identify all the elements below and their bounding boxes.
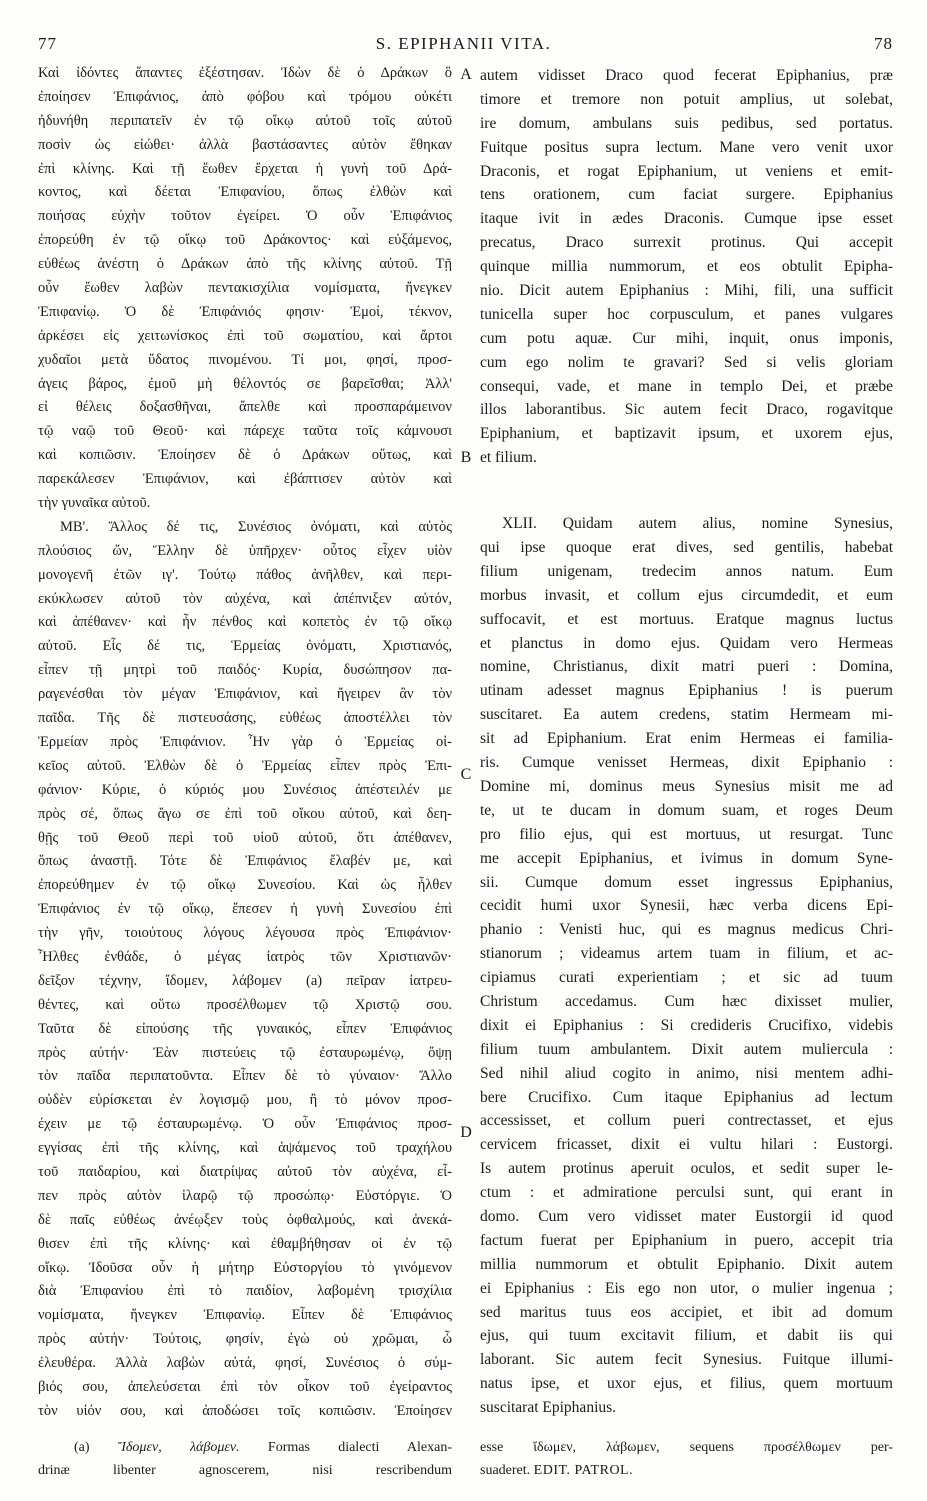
- greek-text-line: θῇς τοῦ Θεοῦ περὶ τοῦ υἱοῦ αὐτοῦ, ὅτι ἀπέθανεν,: [38, 829, 452, 846]
- latin-text-line: Domine mi, dominus meus Synesius misit me ad: [480, 777, 893, 795]
- greek-text-line: ποιήσας εὐχὴν τοῦτον ἐγείρει. Ὁ οὖν Ἐπιφάνιος: [38, 208, 452, 225]
- latin-text-line: autem vidisset Draco quod fecerat Epiphanius, præ: [480, 67, 893, 84]
- greek-text-line: ὅπως ἀναστῇ. Τότε δὲ Ἐπιφάνιος ἔλαβέν με, καὶ: [38, 853, 452, 870]
- latin-text-line: et filium.: [480, 449, 537, 467]
- margin-letter-d: D: [460, 1124, 472, 1141]
- greek-text-line: παῖδα. Τῆς δὲ πιστευσάσης, εὐθέως ἀποστέλλει τὸν: [38, 710, 452, 727]
- footnote-marker: (a): [74, 1440, 90, 1455]
- latin-text-line: millia nummorum et obtulit Epiphanio. Dixit autem: [480, 1255, 893, 1273]
- greek-text-line: τὴν γῆν, τοιούτους λόγους λέγουσα πρὸς Ἐπιφάνιον·: [38, 925, 452, 942]
- left-page-number: 77: [38, 34, 57, 53]
- greek-text-line: χυδαῖοι μετὰ ὕδατος πινομένου. Τί μοι, φησί, προσ-: [38, 351, 452, 368]
- latin-text-line: factum fuerat per Epiphanium in puero, accepit tria: [480, 1231, 893, 1249]
- footnote-left-line-1: [38, 1436, 452, 1459]
- latin-text-line: filium tuum ambulantem. Dixit autem muliercula :: [480, 1040, 893, 1058]
- greek-paragraph: [38, 62, 452, 516]
- footnote-text: Formas dialecti Alexan-: [267, 1440, 452, 1455]
- latin-text-line: quinque millia nummorum, et eos obtulit Epipha-: [480, 258, 893, 276]
- footnote-left: [38, 1436, 452, 1482]
- latin-text-line: tens orationem, cum faciat surgere. Epiphanius: [480, 186, 893, 204]
- latin-text-line: sit ad Epiphanium. Erat enim Hermeas ei familia-: [480, 730, 893, 748]
- latin-text-line: cum potu aquæ. Cur mihi, inquit, onus imponis,: [480, 329, 893, 347]
- latin-text-line: suscitaret. Ea autem credens, statim Hermeam mi-: [480, 706, 893, 724]
- greek-text-line: τὴν γυναῖκα αὐτοῦ.: [38, 495, 151, 512]
- greek-text-line: εἶπεν τῇ μητρὶ τοῦ παιδός· Κυρία, δυσώπησον πα-: [38, 662, 452, 679]
- latin-text-line: nomine, Christianus, dixit matri pueri : Domina,: [480, 658, 893, 676]
- latin-text-line: te, ut te ducam in domum suam, et roges Deum: [480, 801, 893, 819]
- greek-text-line: πλούσιος ὤν, Ἕλλην δὲ ὑπῆρχεν· οὗτος εἶχεν υἱὸν: [38, 542, 452, 559]
- latin-text-line: cervicem fricasset, dixit ei vultu hilari : Eustorgi.: [480, 1136, 893, 1154]
- greek-text-line: τὸν υἱόν σου, καὶ ἀποδώσει τοῖς κοπιῶσιν. Ἐποίησεν: [38, 1402, 452, 1419]
- latin-text-line: suscitarat Epiphanius.: [480, 1399, 617, 1417]
- editor-signature: EDIT. PATROL.: [533, 1463, 634, 1478]
- greek-text-line: πεν πρὸς αὐτὸν ἱλαρῷ τῷ προσώπῳ· Εὐστόργιε. Ὁ: [38, 1187, 452, 1204]
- greek-text-line: παρεκάλεσεν Ἐπιφάνιον, καὶ ἐβάπτισεν αὐτὸν καὶ: [38, 471, 452, 488]
- greek-text-line: θέντες, καὶ οὕτω προσέλθωμεν τῷ Χριστῷ σου.: [38, 996, 452, 1013]
- greek-text-line: φάνιον· Κύριε, ὁ κύριός μου Συνέσιος ἀπέστειλέν με: [38, 781, 452, 798]
- greek-text-line: ραγενέσθαι τὸν μέγαν Ἐπιφάνιον, καὶ ἤγειρεν ἂν τὸν: [38, 686, 452, 703]
- latin-text-line: Fuitque positus supra lectum. Mane vero venit uxor: [480, 138, 893, 156]
- latin-text-line: Christum accedamus. Cum hæc dixisset mulier,: [480, 992, 893, 1010]
- greek-text-line: Ἑρμείαν πρὸς Ἐπιφάνιον. Ἦν γὰρ ὁ Ἑρμείας οἰ-: [38, 733, 452, 750]
- greek-text-line: εἰ θέλεις δοξασθῆναι, ἄπελθε καὶ προσπαράμεινον: [38, 399, 452, 416]
- greek-text-line: καὶ κοπιῶσιν. Ἐποίησεν δὲ ὁ Δράκων οὕτως, καὶ: [38, 447, 452, 464]
- latin-text-line: ei Epiphanius : Eis ego non utor, o mulier ingenua ;: [480, 1279, 893, 1297]
- latin-text-line: cum ego nolim te gravari? Sed si velis gloriam: [480, 353, 893, 371]
- greek-text-line: έχειν με τῷ ἐσταυρωμένῳ. Ὁ οὖν Ἐπιφάνιος προσ-: [38, 1116, 452, 1133]
- greek-text-line: θισεν ἐπὶ τῆς κλίνης· καὶ ἐθαμβήθησαν οἱ ἐν τῷ: [38, 1235, 452, 1252]
- latin-text-line: Is autem protinus aperuit oculos, et sedit super le-: [480, 1160, 893, 1178]
- greek-text-line: Ἐπιφανίῳ. Ὁ δὲ Ἐπιφάνιός φησιν· Ἐμοί, τέκνον,: [38, 303, 452, 320]
- latin-text-line: domo. Cum vero vidisset mater Eustorgii id quod: [480, 1207, 893, 1225]
- greek-text-line: ἠδυνήθη περιπατεῖν ἐν τῷ οἴκῳ αὐτοῦ τοῖς αὐτοῦ: [38, 112, 452, 129]
- latin-text-line: filium unigenam, tredecim annos natum. Eum: [480, 562, 893, 580]
- greek-text-line: δεῖξον τέχνην, ἴδομεν, λάβομεν (a) πεῖραν ἰατρευ-: [38, 972, 452, 989]
- greek-text-line: αὐτοῦ. Εἷς δέ τις, Ἑρμείας ὀνόματι, Χριστιανός,: [38, 638, 452, 655]
- footnote-right-line-2: [480, 1459, 893, 1482]
- greek-text-line: κοντος, καὶ δέεται Ἐπιφανίου, ὅπως ἐλθὼν καὶ: [38, 184, 452, 201]
- latin-column: [480, 64, 893, 1420]
- right-page-number: 78: [874, 34, 893, 53]
- latin-paragraph: [480, 64, 893, 470]
- margin-letter-a: A: [460, 66, 472, 83]
- greek-paragraph: [38, 516, 452, 1424]
- latin-text-line: Epiphanium, et baptizavit ipsum, et uxorem ejus,: [480, 425, 893, 443]
- greek-text-line: ἐποίησεν Ἐπιφάνιος, ἀπὸ φόβου καὶ τρόμου οὐκέτι: [38, 88, 452, 105]
- latin-text-line: consequi, vade, et mane in templo Dei, et præbe: [480, 377, 893, 395]
- latin-text-line: pro filio ejus, qui est mortuus, ut resurgat. Tunc: [480, 825, 893, 843]
- greek-text-line: βιός σου, ἀπελεύσεται ἐπὶ τὸν οἶκον τοῦ ἐγείραντος: [38, 1378, 452, 1395]
- greek-text-line: ἐπορεύθημεν ἐν τῷ οἴκῳ Συνεσίου. Καὶ ὡς ἦλθεν: [38, 877, 452, 894]
- latin-text-line: ctum : et admiratione perculsi sunt, qui erant in: [480, 1184, 893, 1202]
- greek-text-line: οἴκῳ. Ἰδοῦσα οὖν ἡ μήτηρ Εὐστοργίου τὸ γινόμενον: [38, 1259, 452, 1276]
- latin-text-line: illos laborantibus. Sic autem fecit Draco, rogavitque: [480, 401, 893, 419]
- greek-text-line: τοῦ παιδαρίου, καὶ διατρίψας αὐτοῦ τὸν αὐχένα, εἶ-: [38, 1163, 452, 1180]
- latin-text-line: accessisset, et collum pueri contrectasset, et ejus: [480, 1112, 893, 1130]
- greek-text-line: δὲ παῖς εὐθέως ἀνέῳξεν τοὺς ὀφθαλμούς, καὶ ἀνεκά-: [38, 1211, 452, 1228]
- greek-text-line: πρὸς σέ, ὅπως ἄγω σε ἐπὶ τοῦ οἴκου αὐτοῦ, καὶ δεη-: [38, 805, 452, 822]
- greek-text-line: άγεις βάρος, ἐμοῦ μὴ θέλοντός σε βαρεῖσθαι; Ἀλλ': [38, 375, 452, 392]
- greek-text-line: ΜΒ'. Ἄλλος δέ τις, Συνέσιος ὀνόματι, καὶ αὐτὸς: [60, 518, 452, 535]
- greek-text-line: οὐδὲν εὑρίσκεται ἐν λογισμῷ μου, ἢ τὸ μόνον προσ-: [38, 1092, 452, 1109]
- latin-text-line: dixit ei Epiphanius : Si credideris Crucifixo, videbis: [480, 1016, 893, 1034]
- latin-text-line: precatus, Draco surrexit protinus. Qui accepit: [480, 234, 893, 252]
- latin-text-line: ire domum, ambulans suis pedibus, sed portatus.: [480, 114, 893, 132]
- latin-text-line: cipiamus curati experientiam ; et sic ad tuum: [480, 969, 893, 987]
- running-title: S. EPIPHANII VITA.: [375, 34, 552, 53]
- greek-text-line: Ἦλθες ἐνθάδε, ὁ μέγας ἰατρὸς τῶν Χριστιανῶν·: [38, 948, 452, 965]
- greek-text-line: νομίσματα, ἤνεγκεν Ἐπιφανίῳ. Εἶπεν δὲ Ἐπιφάνιος: [38, 1307, 452, 1324]
- margin-letter-c: C: [460, 766, 472, 783]
- greek-text-line: εὐθέως ἀνέστη ὁ Δράκων ἀπὸ τῆς κλίνης αὐτοῦ. Τῇ: [38, 256, 452, 273]
- greek-text-line: ἐπορεύθη ἐν τῷ οἴκῳ τοῦ Δράκοντος· καὶ εὐξάμενος,: [38, 232, 452, 249]
- greek-text-line: πρὸς αὐτήν· Τούτοις, φησίν, ἐγὼ οὐ χρῶμαι, ὦ: [38, 1331, 452, 1348]
- footnote-right-line-1: esse ἴδωμεν, λάβωμεν, sequens προσέλθωμεν per-: [480, 1440, 893, 1455]
- greek-text-line: ποσὶν ὡς εἰώθει· ἀλλὰ βαστάσαντες αὐτὸν ἔθηκαν: [38, 136, 452, 153]
- latin-text-line: XLII. Quidam autem alius, nomine Synesius,: [502, 515, 893, 533]
- greek-text-line: εκύκλωσεν αὐτοῦ τὸν αὐχένα, καὶ ἀπέπνιξεν αὐτόν,: [38, 590, 452, 607]
- greek-text-line: τῷ ναῷ τοῦ Θεοῦ· καὶ πάρεχε ταῦτα τοῖς κάμνουσι: [38, 423, 452, 440]
- footnote-left-line-2: drinæ libenter agnoscerem, nisi rescribendum: [38, 1463, 452, 1478]
- latin-text-line: morbus invasit, et collum ejus circumdedit, et eum: [480, 586, 893, 604]
- latin-text-line: cecidit humi uxor Synesii, hæc verba dicens Epi-: [480, 897, 893, 915]
- greek-text-line: τὸν παῖδα περιπατοῦντα. Εἶπεν δὲ τὸ γύναιον· Ἄλλο: [38, 1068, 452, 1085]
- latin-text-line: ris. Cumque venisset Hermeas, dixit Epiphanio :: [480, 754, 893, 772]
- greek-text-line: πρὸς αὐτήν· Ἐὰν πιστεύεις τῷ ἐσταυρωμένῳ, ὄψῃ: [38, 1044, 452, 1061]
- greek-text-line: Ἐπιφάνιος ἐν τῷ οἴκῳ, ἔπεσεν ἡ γυνὴ Συνεσίου ἐπὶ: [38, 901, 452, 918]
- latin-text-line: itaque ivit in ædes Draconis. Cumque ipse esset: [480, 210, 893, 228]
- margin-letter-b: B: [460, 449, 472, 466]
- greek-text-line: κεῖος αὐτοῦ. Ἐλθὼν δὲ ὁ Ἑρμείας εἶπεν πρὸς Ἐπι-: [38, 757, 452, 774]
- latin-text-line: et planctus in domo ejus. Quidam vero Hermeas: [480, 634, 893, 652]
- latin-text-line: Sed nihil aliud cogito in animo, nisi mentem adhi-: [480, 1064, 893, 1082]
- greek-text-line: εγγίσας ἐπὶ τῆς κλίνης, καὶ ἁψάμενος τοῦ τραχήλου: [38, 1140, 452, 1157]
- latin-text-line: me accepit Epiphanius, et ivimus in domum Syne-: [480, 849, 893, 867]
- greek-text-line: διὰ Ἐπιφανίου ἐπὶ τὸ παιδίον, λαβομένη τρισχίλια: [38, 1283, 452, 1300]
- greek-text-line: ἐπὶ κλίνης. Καὶ τῇ ἕωθεν ἔρχεται ἡ γυνὴ τοῦ Δρά-: [38, 160, 452, 177]
- greek-text-line: καὶ ἀπέθανεν· καὶ ἦν πένθος καὶ κοπετὸς ἐν τῷ οἴκῳ: [38, 614, 452, 631]
- latin-text-line: Draconis, et rogat Epiphanium, ut veniens et emit-: [480, 162, 893, 180]
- footnote-text: suaderet.: [480, 1463, 531, 1478]
- footnote-right: [480, 1436, 893, 1482]
- latin-paragraph: [480, 512, 893, 1420]
- latin-text-line: suffocavit, et est mortuus. Eratque magnus luctus: [480, 610, 893, 628]
- greek-text-line: ἐλευθέρα. Ἀλλὰ λαβὼν αὐτά, φησί, Συνέσιος ὁ σύμ-: [38, 1355, 452, 1372]
- greek-text-line: Ταῦτα δὲ εἰπούσης τῆς γυναικός, εἶπεν Ἐπιφάνιος: [38, 1020, 452, 1037]
- latin-text-line: qui ipse quoque erat dives, sed gentilis, habebat: [480, 539, 893, 557]
- latin-text-line: bere Crucifixo. Cum itaque Epiphanius ad lectum: [480, 1088, 893, 1106]
- latin-text-line: phanio : Venisti huc, qui es magnus medicus Chri-: [480, 921, 893, 939]
- latin-text-line: ejus, qui tuum excitavit filium, et dabit iis qui: [480, 1327, 893, 1345]
- greek-text-line: οὖν ἕωθεν λαβὼν πεντακισχίλια νομίσματα, ἤνεγκεν: [38, 280, 452, 297]
- latin-text-line: utinam adesset magnus Epiphanius ! is puerum: [480, 682, 893, 700]
- latin-text-line: natus ipse, et uxor ejus, et filius, quem mortuum: [480, 1375, 893, 1393]
- latin-text-line: nio. Dicit autem Epiphanius : Mihi, fili, una sufficit: [480, 282, 893, 300]
- greek-text-line: Καὶ ἰδόντες ἅπαντες ἐξέστησαν. Ἰδὼν δὲ ὁ Δράκων ὃ: [38, 65, 452, 81]
- latin-text-line: sii. Cumque domum esset ingressus Epiphanius,: [480, 873, 893, 891]
- greek-column: [38, 62, 452, 1424]
- latin-text-line: stianorum ; videamus artem tuam in filium, et ac-: [480, 945, 893, 963]
- latin-text-line: tunicella super hoc corpusculum, et panes vulgares: [480, 305, 893, 323]
- greek-text-line: ἀρκέσει εἰς χειτωνίσκος ἐπὶ τοῦ σωματίου, καὶ ἄρτοι: [38, 327, 452, 344]
- greek-text-line: μονογενῆ ἐτῶν ιγ'. Τούτῳ πάθος ἀνῆλθεν, καὶ περι-: [38, 566, 452, 583]
- footnote-lemma: Ἴδομεν, λάβομεν.: [117, 1440, 240, 1455]
- latin-text-line: sed maritus tuus eos accipiet, et ibit ad domum: [480, 1303, 893, 1321]
- latin-text-line: laborant. Sic autem fecit Synesius. Fuitque illumi-: [480, 1351, 893, 1369]
- latin-text-line: timore et tremore non potuit amplius, ut solebat,: [480, 90, 893, 108]
